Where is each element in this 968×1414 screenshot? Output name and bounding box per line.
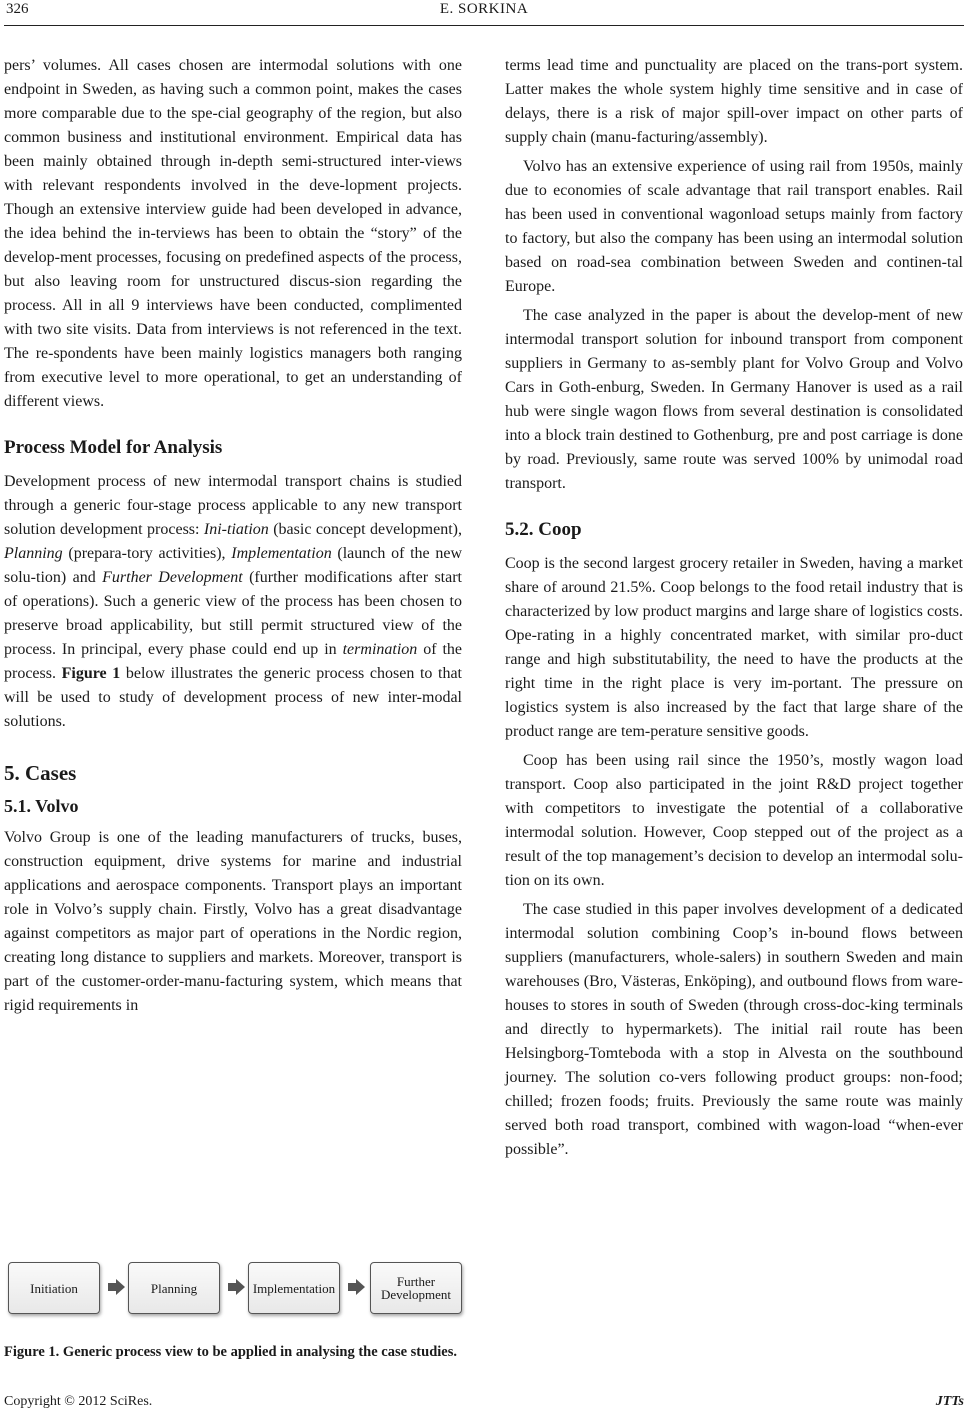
heading-cases: 5. Cases [4, 761, 77, 785]
page-header [0, 0, 968, 24]
copyright-text: Copyright © 2012 SciRes. [4, 1394, 153, 1409]
running-head: E. SORKINA [439, 1, 529, 17]
figure-process-diagram [8, 1262, 460, 1314]
paragraph-coop-rail: Coop has been using rail since the 1950’s, mostly wagon load transport. Coop also participated in the joint R&D project together with competitors to investigate the potential of a collaborative intermodal solution. However, Coop stepped out of the project as a result of the top management’s decision to develop an intermodal solu-tion on its own. [505, 752, 963, 889]
left-column [4, 54, 462, 1018]
paragraph-coop-case: The case studied in this paper involves development of a dedicated intermodal solution combining Coop’s in-bound flows between suppliers (manufacturers, whole-salers) in southern Sweden and main warehouses (Bro, Västeras, Enköping), and outbound flows from ware-houses to stores in south of Sweden (through cross-doc-king terminals and directly to hypermarkets). The initial rail route has been Helsingborg-Tomteboda with a stop in Alvesta on the southbound journey. The solution co-vers following product groups: non-food; chilled; frozen foods; fruits. Previously the same route was mainly served both road transport, combined with wagon-load “when-ever possible”. [505, 901, 963, 1158]
paragraph-methodology: pers’ volumes. All cases chosen are intermodal solutions with one endpoint in Sweden, as having such a common point, makes the cases more comparable due to the spe-cial geography of the region, but also common business and institutional environment. Empirical data has been mainly obtained through in-depth semi-structured inter-views with relevant respondents involved in the deve-lopment projects. Though an extensive interview guide had been developed in advance, the idea behind the in-terviews has been to obtain the “story” of the develop-ment processes, focusing on predefined aspects of the process, but also leaving room for unstructured discus-sion regarding the process. All in all 9 interviews have been conducted, complimented with two site visits. Data from interviews is not referenced in the text. The re-spondents have been mainly logistics managers both ranging from executive level to more operational, to get an understanding of different views. [4, 57, 462, 410]
right-column [505, 54, 963, 1162]
process-step-further-development: Further Development [370, 1262, 462, 1314]
page-number: 326 [6, 1, 29, 17]
journal-name: JTTs [935, 1394, 964, 1409]
heading-volvo: 5.1. Volvo [4, 796, 79, 816]
paragraph-volvo-continued: terms lead time and punctuality are placed on the trans-port system. Latter makes the whole system highly time sensitive and in case of delays, there is a risk of major spill-over impact on other parts of supply chain (manu-facturing/assembly). [505, 57, 963, 146]
figure-reference-link[interactable]: Figure 1 [61, 665, 121, 682]
header-rule [4, 25, 964, 26]
paragraph-volvo: Volvo Group is one of the leading manufacturers of trucks, buses, construction equipment, drive systems for marine and industrial applications and aerospace components. Transport plays an important role in Volvo’s supply chain. Firstly, Volvo has a great disadvantage against competitors as major part of operations in the Nordic region, creating long distance to suppliers and markets. Moreover, transport is part of the customer-order-manu-facturing system, which means that rigid requirements in [4, 829, 462, 1014]
paragraph-volvo-case: The case analyzed in the paper is about the develop-ment of new intermodal transport solution for inbound transport from component suppliers in Germany to as-sembly plant for Volvo Group and Volvo Cars in Goth-enburg, Sweden. In Germany Hanover is used as a rail hub were single wagon flows from several destination is consolidated into a block train destined to Gothenburg, pre and post carriage is done by road. Previously, same route was served 100% by unimodal road transport. [505, 307, 963, 492]
heading-process-model: Process Model for Analysis [4, 437, 223, 458]
paragraph-coop: Coop is the second largest grocery retailer in Sweden, having a market share of around 21.5%. Coop belongs to the food retail industry that is characterized by low product margins and large share of logistics costs. Ope-rating in a highly concentrated market, with similar pro-duct range and high substitutability, the need to have the products at the right time in the right place is very im-portant. The pressure on logistics system is also increased by the fact that large share of the product range are tem-perature sensitive goods. [505, 555, 963, 740]
heading-coop: 5.2. Coop [505, 519, 582, 540]
process-step-implementation: Implementation [248, 1262, 340, 1314]
paragraph-volvo-rail: Volvo has an extensive experience of using rail from 1950s, mainly due to economies of scale advantage that rail transport enables. Rail has been used in conventional wagonload setups mainly from factory to factory, but also the company has been using an intermodal solution based on road-sea combination between Sweden and continen-tal Europe. [505, 158, 963, 295]
process-step-planning: Planning [128, 1262, 220, 1314]
process-step-initiation: Initiation [8, 1262, 100, 1314]
figure-caption: Figure 1. Generic process view to be applied in analysing the case studies. [4, 1344, 457, 1360]
page-footer [4, 1394, 964, 1410]
paragraph-process-model: Development process of new intermodal transport chains is studied through a generic four-stage process applicable to any new transport solution development process: Ini-tiation (basic concept development), Planning (prepara-tory activities), Implementation (launch of the new solu-tion) and Further Development (further modifications after start of operations). Such a generic view of the process has been chosen to preserve broad applicability, but still permit structured view of the process. In principal, every phase could end up in termination of the process. Figure 1 below illustrates the generic process chosen to that will be used to study of development process of new inter-modal solutions. [4, 473, 463, 730]
